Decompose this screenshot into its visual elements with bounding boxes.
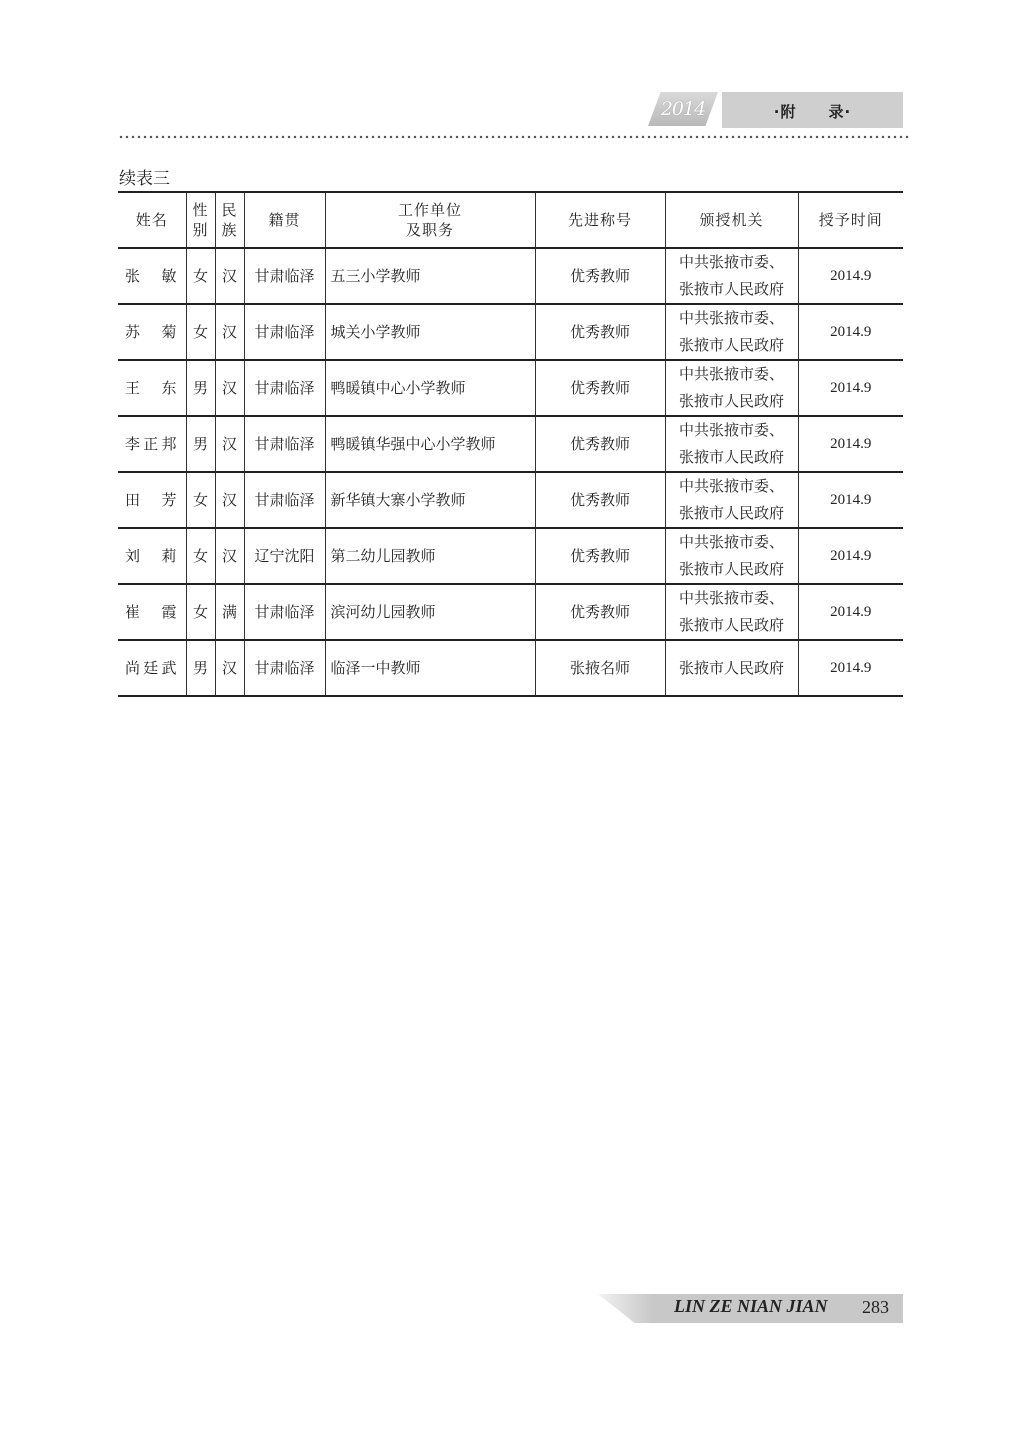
cell-gender: 女 bbox=[186, 584, 215, 640]
cell-hometown: 甘肃临泽 bbox=[244, 360, 325, 416]
table-row bbox=[118, 304, 903, 360]
cell-issuer bbox=[665, 584, 798, 640]
issuer-line: 张掖市人民政府 bbox=[678, 560, 784, 578]
table-row bbox=[118, 584, 903, 640]
cell-title: 优秀教师 bbox=[535, 304, 665, 360]
cell-title: 优秀教师 bbox=[535, 584, 665, 640]
year-badge-text: 2014 bbox=[660, 98, 706, 120]
cell-gender: 男 bbox=[186, 416, 215, 472]
cell-date: 2014.9 bbox=[798, 304, 903, 360]
col-header-issuer: 颁授机关 bbox=[665, 192, 798, 248]
cell-date: 2014.9 bbox=[798, 360, 903, 416]
dotted-divider bbox=[118, 135, 910, 139]
cell-workplace: 第二幼儿园教师 bbox=[325, 528, 535, 584]
cell-workplace: 临泽一中教师 bbox=[325, 640, 535, 696]
table-row bbox=[118, 248, 903, 304]
cell-name: 苏菊 bbox=[118, 304, 186, 360]
cell-date: 2014.9 bbox=[798, 528, 903, 584]
issuer-line: 张掖市人民政府 bbox=[678, 280, 784, 298]
table-row bbox=[118, 528, 903, 584]
cell-name: 刘莉 bbox=[118, 528, 186, 584]
cell-hometown: 甘肃临泽 bbox=[244, 304, 325, 360]
cell-ethnicity: 满 bbox=[215, 584, 244, 640]
issuer-line: 中共张掖市委、 bbox=[678, 309, 784, 327]
issuer-line: 张掖市人民政府 bbox=[678, 616, 784, 634]
section-title: ·附 录· bbox=[773, 103, 852, 121]
cell-name: 尚廷武 bbox=[118, 640, 186, 696]
cell-ethnicity: 汉 bbox=[215, 416, 244, 472]
table-caption: 续表三 bbox=[119, 169, 170, 189]
cell-name: 崔霞 bbox=[118, 584, 186, 640]
table-row bbox=[118, 472, 903, 528]
issuer-line: 中共张掖市委、 bbox=[678, 477, 784, 495]
cell-workplace: 鸭暖镇中心小学教师 bbox=[325, 360, 535, 416]
cell-ethnicity: 汉 bbox=[215, 360, 244, 416]
cell-gender: 女 bbox=[186, 304, 215, 360]
cell-date: 2014.9 bbox=[798, 472, 903, 528]
col-header-ethnicity: 民 族 bbox=[215, 192, 244, 248]
cell-ethnicity: 汉 bbox=[215, 528, 244, 584]
cell-workplace: 新华镇大寨小学教师 bbox=[325, 472, 535, 528]
cell-title: 优秀教师 bbox=[535, 528, 665, 584]
cell-gender: 男 bbox=[186, 640, 215, 696]
table-row bbox=[118, 360, 903, 416]
cell-date: 2014.9 bbox=[798, 416, 903, 472]
cell-title: 优秀教师 bbox=[535, 248, 665, 304]
table-body bbox=[118, 248, 903, 696]
cell-ethnicity: 汉 bbox=[215, 472, 244, 528]
cell-hometown: 甘肃临泽 bbox=[244, 640, 325, 696]
cell-workplace: 鸭暖镇华强中心小学教师 bbox=[325, 416, 535, 472]
col-header-workplace: 工作单位 及职务 bbox=[325, 192, 535, 248]
cell-issuer bbox=[665, 640, 798, 696]
cell-date: 2014.9 bbox=[798, 640, 903, 696]
cell-title: 优秀教师 bbox=[535, 416, 665, 472]
cell-hometown: 甘肃临泽 bbox=[244, 472, 325, 528]
col-header-title: 先进称号 bbox=[535, 192, 665, 248]
cell-issuer bbox=[665, 360, 798, 416]
footer-title: LIN ZE NIAN JIAN bbox=[674, 1296, 828, 1316]
cell-ethnicity: 汉 bbox=[215, 640, 244, 696]
table-row bbox=[118, 416, 903, 472]
cell-workplace: 滨河幼儿园教师 bbox=[325, 584, 535, 640]
table-row bbox=[118, 640, 903, 696]
cell-title: 优秀教师 bbox=[535, 360, 665, 416]
cell-date: 2014.9 bbox=[798, 248, 903, 304]
cell-issuer bbox=[665, 472, 798, 528]
issuer-line: 张掖市人民政府 bbox=[678, 336, 784, 354]
issuer-line: 张掖市人民政府 bbox=[678, 504, 784, 522]
page-number: 283 bbox=[862, 1297, 889, 1317]
cell-gender: 女 bbox=[186, 248, 215, 304]
cell-issuer bbox=[665, 416, 798, 472]
col-header-hometown: 籍贯 bbox=[244, 192, 325, 248]
issuer-line: 中共张掖市委、 bbox=[678, 533, 784, 551]
section-header bbox=[722, 92, 903, 128]
issuer-line: 中共张掖市委、 bbox=[678, 365, 784, 383]
cell-ethnicity: 汉 bbox=[215, 304, 244, 360]
issuer-line: 张掖市人民政府 bbox=[678, 658, 784, 677]
col-header-name: 姓名 bbox=[118, 192, 186, 248]
cell-hometown: 甘肃临泽 bbox=[244, 248, 325, 304]
cell-date: 2014.9 bbox=[798, 584, 903, 640]
cell-name: 张敏 bbox=[118, 248, 186, 304]
cell-gender: 女 bbox=[186, 528, 215, 584]
cell-workplace: 城关小学教师 bbox=[325, 304, 535, 360]
awards-table bbox=[118, 191, 903, 697]
cell-ethnicity: 汉 bbox=[215, 248, 244, 304]
cell-name: 李正邦 bbox=[118, 416, 186, 472]
year-badge bbox=[648, 92, 718, 126]
cell-workplace: 五三小学教师 bbox=[325, 248, 535, 304]
cell-name: 王东 bbox=[118, 360, 186, 416]
cell-hometown: 甘肃临泽 bbox=[244, 416, 325, 472]
cell-issuer bbox=[665, 248, 798, 304]
cell-gender: 男 bbox=[186, 360, 215, 416]
cell-name: 田芳 bbox=[118, 472, 186, 528]
cell-gender: 女 bbox=[186, 472, 215, 528]
cell-title: 优秀教师 bbox=[535, 472, 665, 528]
issuer-line: 张掖市人民政府 bbox=[678, 392, 784, 410]
issuer-line: 张掖市人民政府 bbox=[678, 448, 784, 466]
cell-hometown: 甘肃临泽 bbox=[244, 584, 325, 640]
cell-title: 张掖名师 bbox=[535, 640, 665, 696]
issuer-line: 中共张掖市委、 bbox=[678, 589, 784, 607]
issuer-line: 中共张掖市委、 bbox=[678, 421, 784, 439]
cell-hometown: 辽宁沈阳 bbox=[244, 528, 325, 584]
issuer-line: 中共张掖市委、 bbox=[678, 253, 784, 271]
cell-issuer bbox=[665, 528, 798, 584]
col-header-gender: 性 别 bbox=[186, 192, 215, 248]
cell-issuer bbox=[665, 304, 798, 360]
table-header-row bbox=[118, 192, 903, 248]
col-header-date: 授予时间 bbox=[798, 192, 903, 248]
